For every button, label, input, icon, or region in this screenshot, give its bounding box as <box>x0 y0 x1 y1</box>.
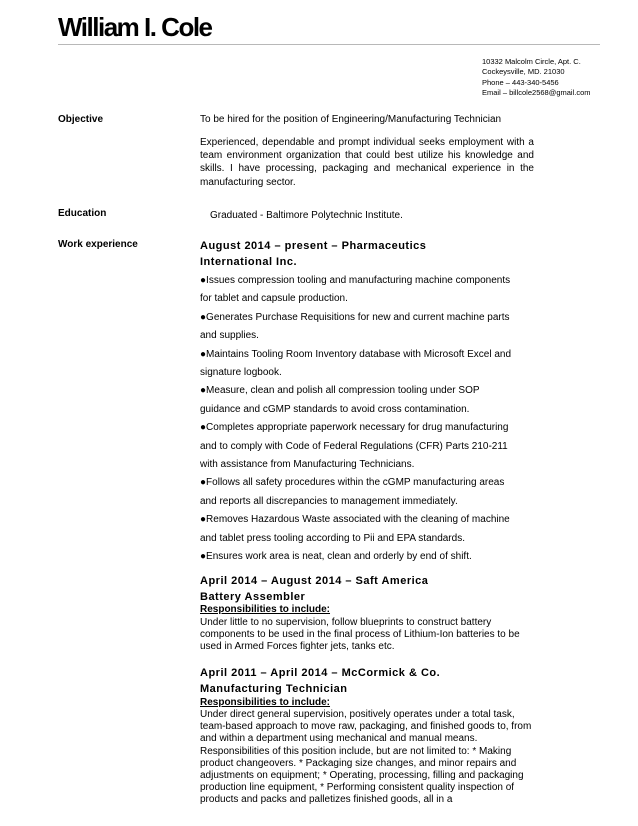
bullet-icon: ● <box>200 514 207 526</box>
list-item: ●Generates Purchase Requisitions for new and current machine parts <box>200 311 510 323</box>
job-heading-mccormick <box>200 665 530 697</box>
job-heading-line: International Inc. <box>200 256 298 268</box>
job-heading-line: Manufacturing Technician <box>200 683 348 695</box>
work-experience-label: Work experience <box>58 239 138 250</box>
job-heading-line: August 2014 – present – Pharmaceutics <box>200 240 427 252</box>
responsibilities-title: Responsibilities to include: <box>200 604 331 615</box>
list-item: for tablet and capsule production. <box>200 293 348 305</box>
responsibilities-title: Responsibilities to include: <box>200 697 331 708</box>
bullet-icon: ● <box>200 275 207 286</box>
education-label: Education <box>58 208 107 219</box>
responsibilities-text: Under little to no supervision, follow blueprints to construct battery components to be used in the final process of Lithium-Ion batteries to be used in Armed Forces fighter jets, tanks etc. <box>200 617 520 653</box>
contact-address-line1: 10332 Malcolm Circle, Apt. C. <box>482 57 581 66</box>
list-item: ●Issues compression tooling and manufacturing machine components <box>200 275 511 286</box>
list-item: ●Completes appropriate paperwork necessary for drug manufacturing <box>200 422 509 434</box>
objective-statement: To be hired for the position of Engineering/Manufacturing Technician <box>200 114 502 125</box>
contact-email: Email – billcole2568@gmail.com <box>482 87 591 97</box>
bullet-icon: ● <box>200 422 207 434</box>
bullet-icon: ● <box>200 348 207 360</box>
list-item: ●Ensures work area is neat, clean and orderly by end of shift. <box>200 551 472 563</box>
list-item: ●Maintains Tooling Room Inventory database with Microsoft Excel and <box>200 348 512 360</box>
list-item: ●Removes Hazardous Waste associated with the cleaning of machine <box>200 514 510 526</box>
job-heading-pharmaceutics <box>200 238 530 270</box>
list-item: ●Measure, clean and polish all compression tooling under SOP <box>200 385 480 397</box>
list-item: ●Follows all safety procedures within the cGMP manufacturing areas <box>200 477 505 489</box>
objective-summary: Experienced, dependable and prompt individual seeks employment with a team environment organization that could best utilize his knowledge and skills. I have processing, packaging and mechanical experience in the manufacturing sector. <box>200 137 534 188</box>
contact-address-line2: Cockeysville, MD. 21030 <box>482 67 565 77</box>
bullet-icon: ● <box>200 477 207 489</box>
list-item: signature logbook. <box>200 367 282 379</box>
job-heading-line: April 2011 – April 2014 – McCormick & Co. <box>200 667 441 679</box>
list-item: guidance and cGMP standards to avoid cross contamination. <box>200 403 470 415</box>
job-heading-line: April 2014 – August 2014 – Saft America <box>200 575 429 587</box>
list-item: with assistance from Manufacturing Technicians. <box>200 459 415 471</box>
list-item: and reports all discrepancies to management immediately. <box>200 495 458 507</box>
list-item: and tablet press tooling according to Pii and EPA standards. <box>200 532 465 544</box>
candidate-name: William I. Cole <box>58 12 212 42</box>
header-divider <box>58 44 600 45</box>
objective-label: Objective <box>58 114 104 125</box>
bullet-icon: ● <box>200 311 207 323</box>
list-item: and to comply with Code of Federal Regulations (CFR) Parts 210-211 <box>200 440 508 452</box>
list-item: and supplies. <box>200 330 259 342</box>
bullet-icon: ● <box>200 385 207 397</box>
job-duties-list <box>200 272 540 567</box>
job-heading-saft-america <box>200 573 530 605</box>
contact-block <box>482 57 591 98</box>
job-heading-line: Battery Assembler <box>200 591 306 603</box>
responsibilities-text: Under direct general supervision, positively operates under a total task, team-based approach to move raw, packaging, and finished goods to, from and within a department using mechanical and manual means. Responsibilities of this position include, but are not limited to: * Making product changeovers. * Packaging size changes, and minor repairs and adjustments on equipment; * Operating, processing, filling and packaging production line equipment, * Performing consistent quality inspection of products and packs and palletizes finished goods, all in a <box>200 709 532 806</box>
bullet-icon: ● <box>200 551 207 563</box>
education-entry: Graduated - Baltimore Polytechnic Institute. <box>210 210 403 221</box>
contact-phone: Phone – 443-340-5456 <box>482 77 559 87</box>
